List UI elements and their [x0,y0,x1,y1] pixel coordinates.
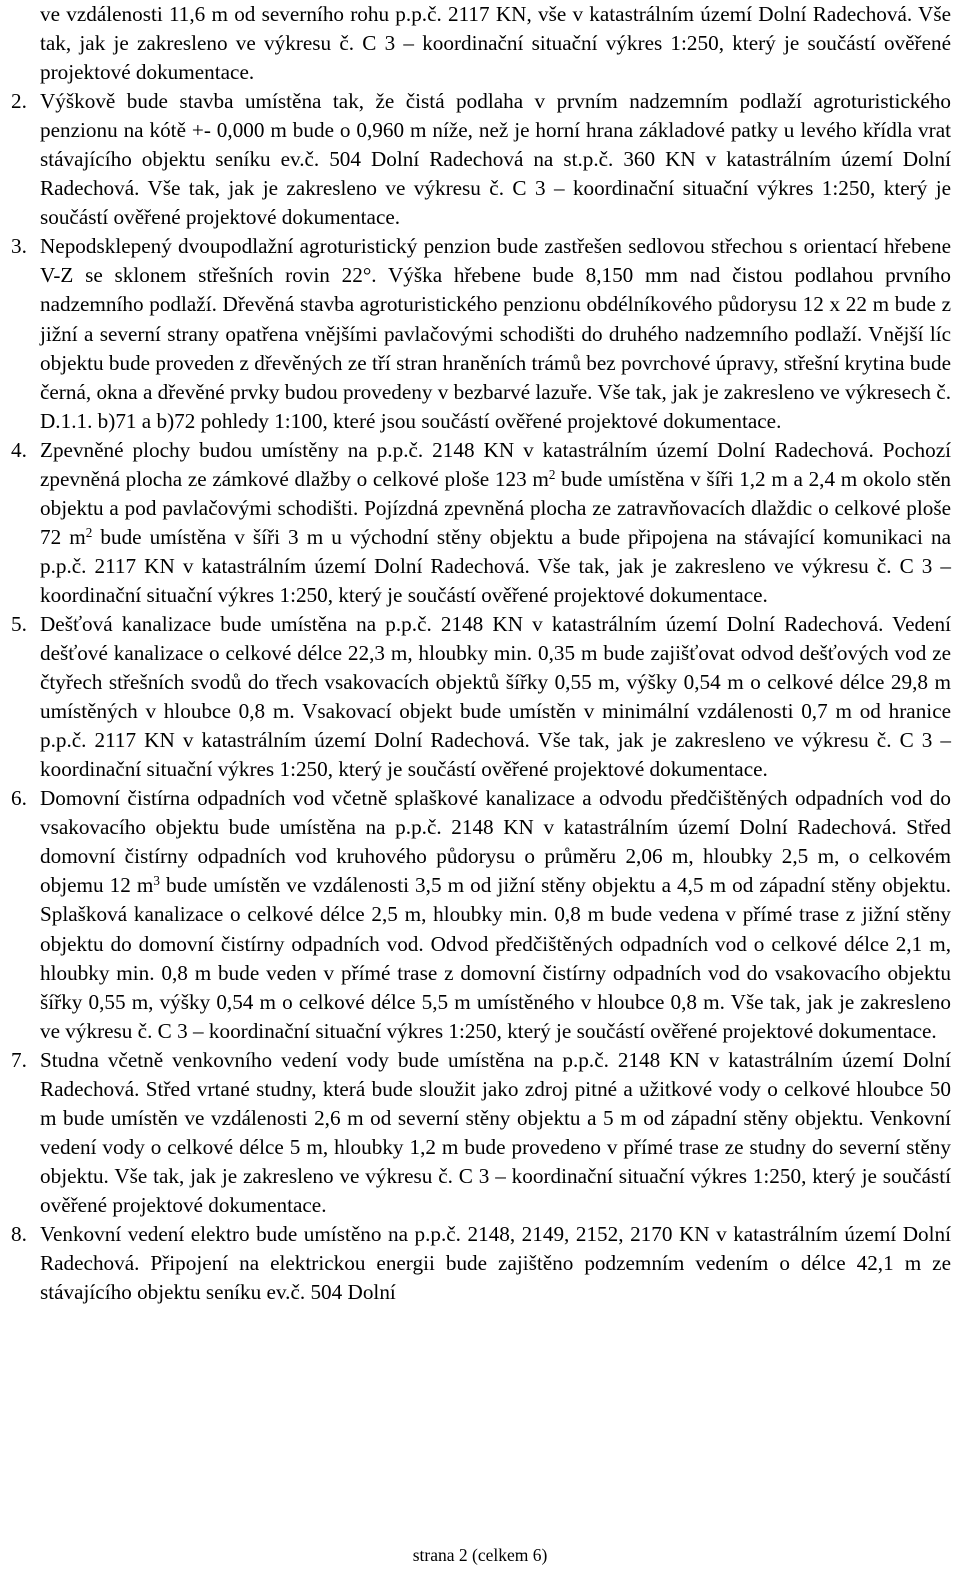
superscript: 3 [153,873,160,889]
item-number: 4. [11,437,27,462]
item-text [40,87,951,232]
continuation-paragraph [11,0,951,87]
paragraph-text: ve vzdálenosti 11,6 m od severního rohu p.p.č. 2117 KN, vše v katastrálním území Dolní Radechová. Vše tak, jak je zakresleno ve výkresu č. C 3 – koordinační situační výkres 1:250, který je součástí ověřené projektové dokumentace. [40,2,951,85]
document-body [11,0,951,1307]
text-run: Domovní čistírna odpadních vod včetně splaškové kanalizace a odvodu předčištěných odpadních vod do vsakovacího objektu bude umístěna na p.p.č. 2148 KN v katastrálním území Dolní Radechová. Střed domovní čistírny odpadních vod kruhového půdorysu o průměru 2,06 m, hloubky 2,5 m, o celkovém objemu 12 m [40,786,951,898]
item-number: 5. [11,611,27,636]
text-run: Dešťová kanalizace bude umístěna na p.p.č. 2148 KN v katastrálním území Dolní Radechová. Vedení dešťové kanalizace o celkové délce 22,3 m, hloubky min. 0,35 m bude zajišťovat odvod dešťových vod ze čtyřech střešních svodů do třech vsakovacích objektů šířky 0,55 m, výšky 0,54 m o celkové délce 29,8 m umístěných v hloubce 0,8 m. Vsakovací objekt bude umístěn v minimální vzdálenosti 0,7 m od hranice p.p.č. 2117 KN v katastrálním území Dolní Radechová. Vše tak, jak je zakresleno ve výkresu č. C 3 – koordinační situační výkres 1:250, který je součástí ověřené projektové dokumentace. [40,611,951,782]
numbered-item-8 [11,1220,951,1307]
page-footer: strana 2 (celkem 6) [412,1545,548,1565]
numbered-item-3 [11,232,951,435]
item-number: 2. [11,89,27,114]
text-run: Studna včetně venkovního vedení vody bude umístěna na p.p.č. 2148 KN v katastrálním území Dolní Radechová. Střed vrtané studny, která bude sloužit jako zdroj pitné a užitkové vody o celkové hloubce 50 m bude umístěn ve vzdálenosti 2,6 m od severní stěny objektu a 5 m od západní stěny objektu. Venkovní vedení vody o celkové délce 5 m, hloubky 1,2 m bude provedeno v přímé trase ze studny do severní stěny objektu. Vše tak, jak je zakresleno ve výkresu č. C 3 – koordinační situační výkres 1:250, který je součástí ověřené projektové dokumentace. [40,1047,951,1217]
superscript: 2 [85,524,93,540]
text-run: Venkovní vedení elektro bude umístěno na p.p.č. 2148, 2149, 2152, 2170 KN v katastrálním území Dolní Radechová. Připojení na elektrickou energii bude zajištěno podzemním vedením o délce 42,1 m ze stávajícího objektu seníku ev.č. 504 Dolní [40,1221,951,1305]
superscript: 2 [548,466,556,482]
numbered-item-4 [11,436,951,610]
item-text [40,1046,951,1220]
text-run: bude umístěna v šíři 3 m u východní stěny objektu a bude připojena na stávající komunikaci na p.p.č. 2117 KN v katastrálním území Dolní Radechová. Vše tak, jak je zakresleno ve výkresu č. C 3 – koordinační situační výkres 1:250, který je součástí ověřené projektové dokumentace. [40,524,951,607]
text-run: Zpevněné plochy budou umístěny na p.p.č. 2148 KN v katastrálním území Dolní Radechová. Pochozí zpevněná plocha ze zámkové dlažby o celkové ploše 123 m [40,437,951,491]
item-text [40,1220,951,1307]
item-number: 8. [11,1221,27,1246]
numbered-item-6 [11,784,951,1045]
numbered-item-7 [11,1046,951,1220]
text-run: bude umístěna v šíři 1,2 m a 2,4 m okolo stěn objektu a pod pavlačovými schodišti. Pojízdná zpevněná plocha ze zatravňovacích dlaždic o celkové ploše 72 m [40,466,951,549]
item-text [40,232,951,435]
numbered-item-2 [11,87,951,232]
text-run: Výškově bude stavba umístěna tak, že čistá podlaha v prvním nadzemním podlaží agroturistického penzionu na kótě +- 0,000 m bude o 0,960 m níže, než je horní hrana základové patky u levého křídla vrat stávajícího objektu seníku ev.č. 504 Dolní Radechová na st.p.č. 360 KN v katastrálním území Dolní Radechová. Vše tak, jak je zakresleno ve výkresu č. C 3 – koordinační situační výkres 1:250, který je součástí ověřené projektové dokumentace. [40,89,951,230]
item-number: 6. [11,786,27,811]
numbered-item-5 [11,610,951,784]
text-run: bude umístěn ve vzdálenosti 3,5 m od jižní stěny objektu a 4,5 m od západní stěny objektu. Splašková kanalizace o celkové délce 2,5 m, hloubky min. 0,8 m bude vedena v přímé trase z jižní stěny objektu do domovní čistírny odpadních vod. Odvod předčištěných odpadních vod o celkové délce 2,1 m, hloubky min. 0,8 m bude veden v přímé trase z domovní čistírny odpadních vod do vsakovacího objektu šířky 0,55 m, výšky 0,54 m o celkové délce 5,5 m umístěného v hloubce 0,8 m. Vše tak, jak je zakresleno ve výkresu č. C 3 – koordinační situační výkres 1:250, který je součástí ověřené projektové dokumentace. [40,873,951,1043]
item-text [40,784,951,1045]
item-number: 7. [11,1047,27,1072]
item-number: 3. [11,234,27,259]
text-run: Nepodsklepený dvoupodlažní agroturistický penzion bude zastřešen sedlovou střechou s orientací hřebene V-Z se sklonem střešních rovin 22°. Výška hřebene bude 8,150 mm nad čistou podlahou prvního nadzemního podlaží. Dřevěná stavba agroturistického penzionu obdélníkového půdorysu 12 x 22 m bude z jižní a severní strany opatřena vnějšími pavlačovými schodišti do druhého nadzemního podlaží. Vnější líc objektu bude proveden z dřevěných ze tří stran hraněních trámů bez povrchové úpravy, střešní krytina bude černá, okna a dřevěné prvky budou provedeny v bezbarvé lazuře. Vše tak, jak je zakresleno ve výkresech č. D.1.1. b)71 a b)72 pohledy 1:100, které jsou součástí ověřené projektové dokumentace. [40,234,951,433]
item-text [40,610,951,784]
item-text [40,436,951,610]
